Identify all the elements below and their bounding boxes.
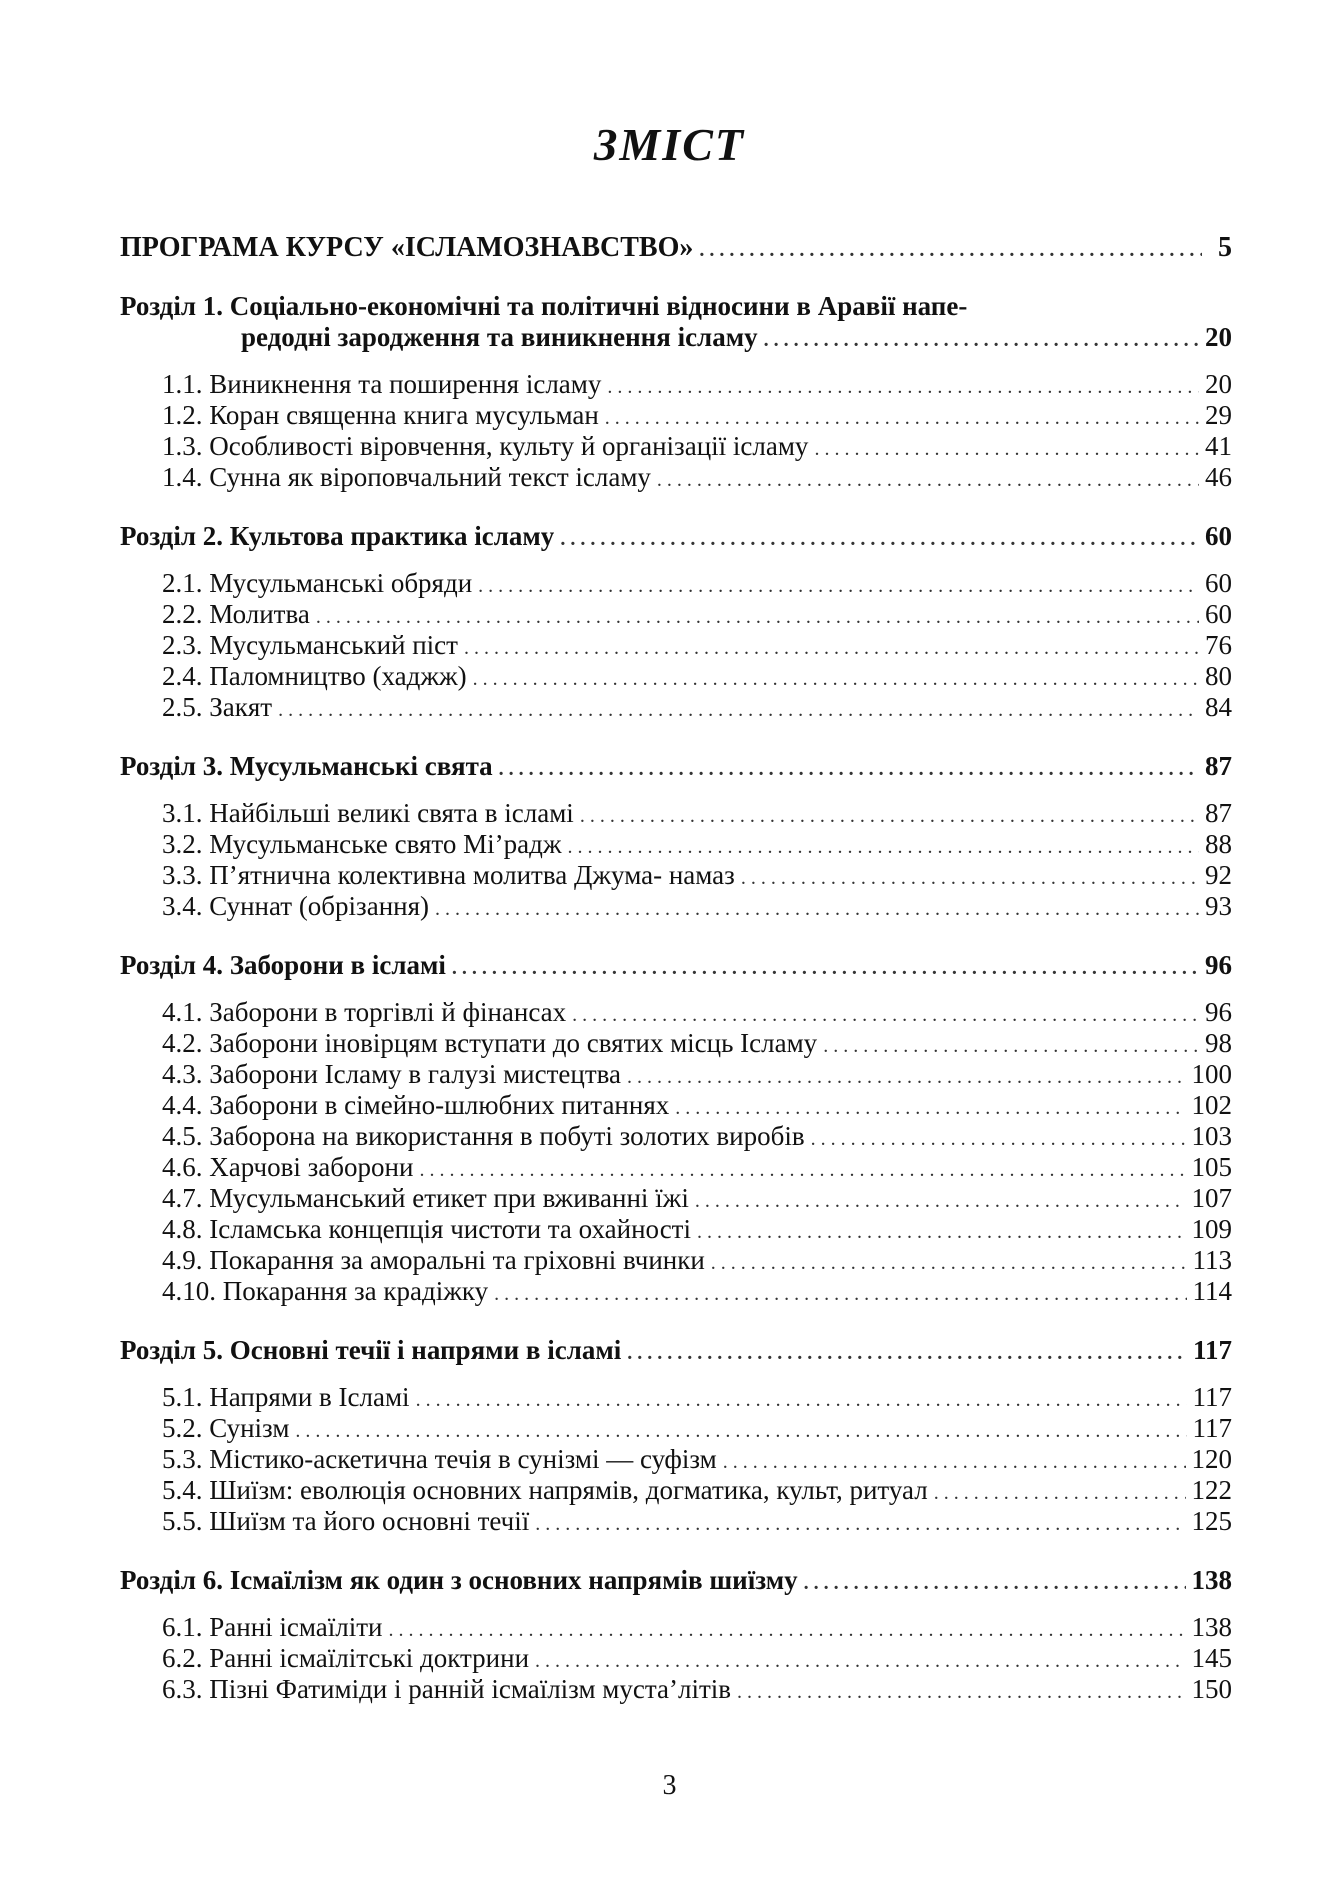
toc-chapter-1: [120, 291, 1232, 353]
toc-item-label: 6.1. Ранні ісмаїліти: [162, 1612, 383, 1642]
toc-page-number: 98: [1205, 1028, 1232, 1058]
toc-chapter-label: Розділ 6. Ісмаїлізм як один з основних напрямів шиїзму: [120, 1565, 798, 1595]
toc-item-label: 4.3. Заборони Ісламу в галузі мистецтва: [162, 1059, 622, 1089]
toc-page-number: 88: [1205, 829, 1232, 859]
dot-leader: [316, 602, 1199, 633]
dot-leader: [499, 754, 1199, 785]
toc-page-number: 5: [1218, 232, 1232, 263]
toc-page-number: 29: [1205, 400, 1232, 430]
toc-item[interactable]: [162, 829, 1232, 860]
toc-page-number: 92: [1205, 860, 1232, 890]
dot-leader: [699, 235, 1202, 266]
toc-entry-label: редодні зародження та виникнення ісламу: [241, 322, 758, 352]
toc-item[interactable]: [162, 1506, 1232, 1537]
toc-page-number: 100: [1191, 1059, 1232, 1089]
toc-item-label: 5.3. Містико-аскетична течія в сунізмі — суфізм: [162, 1444, 717, 1474]
toc-page-number: 96: [1205, 997, 1232, 1027]
toc-item[interactable]: [162, 891, 1232, 922]
toc-chapter-5[interactable]: [120, 1335, 1232, 1366]
toc-item[interactable]: [162, 1183, 1232, 1214]
toc-item[interactable]: [162, 1059, 1232, 1090]
toc-chapter-3[interactable]: [120, 751, 1232, 782]
toc-page-number: 76: [1205, 630, 1232, 660]
toc-item[interactable]: [162, 1413, 1232, 1444]
toc-entry-label: ПРОГРАМА КУРСУ «ІСЛАМОЗНАВСТВО»: [120, 232, 694, 263]
toc-item-label: 4.8. Ісламська концепція чистоти та охайності: [162, 1214, 691, 1244]
toc-item-label: 4.6. Харчові заборони: [162, 1152, 414, 1182]
toc-page-number: 117: [1192, 1413, 1232, 1443]
toc-page-number: 87: [1205, 798, 1232, 828]
table-of-contents: [120, 232, 1232, 1705]
toc-item-label: 4.2. Заборони іновірцям вступати до святих місць Ісламу: [162, 1028, 818, 1058]
dot-leader: [295, 1416, 1186, 1447]
toc-item-label: 3.2. Мусульманське свято Мі’радж: [162, 829, 562, 859]
toc-item[interactable]: [162, 1245, 1232, 1276]
toc-page-number: 105: [1191, 1152, 1232, 1182]
dot-leader: [568, 832, 1200, 863]
toc-page-number: 20: [1205, 322, 1232, 352]
toc-chapter-label: Розділ 3. Мусульманські свята: [120, 751, 493, 781]
toc-item-label: 4.9. Покарання за аморальні та гріховні вчинки: [162, 1245, 705, 1275]
toc-page-number: 107: [1191, 1183, 1232, 1213]
toc-page-number: 145: [1191, 1643, 1232, 1673]
toc-page-number: 41: [1205, 431, 1232, 461]
toc-item[interactable]: [162, 1674, 1232, 1705]
toc-item[interactable]: [162, 860, 1232, 891]
toc-page-number: 60: [1205, 599, 1232, 629]
toc-page-number: 60: [1205, 568, 1232, 598]
toc-page-number: 60: [1205, 521, 1232, 551]
toc-page-number: 87: [1205, 751, 1232, 781]
toc-page-number: 102: [1191, 1090, 1232, 1120]
toc-item[interactable]: [162, 400, 1232, 431]
toc-page-number: 125: [1191, 1506, 1232, 1536]
dot-leader: [764, 325, 1199, 356]
dot-leader: [804, 1568, 1186, 1599]
toc-item-label: 1.2. Коран священна книга мусульман: [162, 400, 599, 430]
dot-leader: [464, 633, 1199, 664]
toc-item-label: 6.2. Ранні ісмаїлітські доктрини: [162, 1643, 530, 1673]
toc-item-label: 1.4. Сунна як віроповчальний текст ісламу: [162, 462, 651, 492]
dot-leader: [675, 1093, 1185, 1124]
toc-page-number: 80: [1205, 661, 1232, 691]
toc-program-entry[interactable]: [120, 232, 1232, 263]
toc-item-label: 4.10. Покарання за крадіжку: [162, 1276, 489, 1306]
dot-leader: [494, 1279, 1186, 1310]
toc-item-label: 3.4. Суннат (обрізання): [162, 891, 430, 921]
dot-leader: [278, 695, 1199, 726]
toc-chapter-label: Розділ 4. Заборони в ісламі: [120, 950, 446, 980]
toc-item-label: 5.2. Сунізм: [162, 1413, 290, 1443]
dot-leader: [535, 1509, 1185, 1540]
dot-leader: [697, 1217, 1186, 1248]
toc-item-label: 2.4. Паломництво (хаджж): [162, 661, 467, 691]
toc-page-number: 84: [1205, 692, 1232, 722]
toc-page-number: 20: [1205, 369, 1232, 399]
toc-item[interactable]: [162, 1444, 1232, 1475]
toc-chapter-4[interactable]: [120, 950, 1232, 981]
dot-leader: [478, 571, 1199, 602]
dot-leader: [823, 1031, 1199, 1062]
toc-item[interactable]: [162, 661, 1232, 692]
toc-chapter-2[interactable]: [120, 521, 1232, 552]
toc-item[interactable]: [162, 1028, 1232, 1059]
toc-item[interactable]: [162, 431, 1232, 462]
dot-leader: [419, 1155, 1185, 1186]
toc-page-number: 96: [1205, 950, 1232, 980]
page-number: 3: [662, 1770, 677, 1801]
toc-item-label: 4.1. Заборони в торгівлі й фінансах: [162, 997, 567, 1027]
toc-item-label: 3.1. Найбільші великі свята в ісламі: [162, 798, 574, 828]
toc-page-number: 150: [1191, 1674, 1232, 1704]
page-title: ЗМІСТ: [594, 119, 745, 170]
toc-item-label: 4.5. Заборона на використання в побуті золотих виробів: [162, 1121, 805, 1151]
dot-leader: [811, 1124, 1186, 1155]
toc-item-label: 1.3. Особливості віровчення, культу й організації ісламу: [162, 431, 809, 461]
dot-leader: [435, 894, 1199, 925]
toc-item[interactable]: [162, 369, 1232, 400]
dot-leader: [723, 1447, 1186, 1478]
toc-item[interactable]: [162, 997, 1232, 1028]
toc-page-number: 122: [1191, 1475, 1232, 1505]
dot-leader: [627, 1338, 1187, 1369]
dot-leader: [711, 1248, 1187, 1279]
toc-chapter-entry[interactable]: [241, 322, 1232, 353]
toc-item[interactable]: [162, 798, 1232, 829]
toc-item[interactable]: [162, 1214, 1232, 1245]
dot-leader: [572, 1000, 1199, 1031]
toc-item[interactable]: [162, 599, 1232, 630]
toc-page-number: 117: [1192, 1382, 1232, 1412]
toc-page-number: 138: [1191, 1565, 1232, 1595]
toc-page-number: 138: [1191, 1612, 1232, 1642]
dot-leader: [627, 1062, 1185, 1093]
dot-leader: [535, 1646, 1185, 1677]
toc-page-number: 109: [1191, 1214, 1232, 1244]
toc-page-number: 117: [1192, 1335, 1232, 1365]
toc-item-label: 2.1. Мусульманські обряди: [162, 568, 473, 598]
toc-item-label: 3.3. П’ятнична колективна молитва Джума- намаз: [162, 860, 735, 890]
toc-item-label: 2.5. Закят: [162, 692, 273, 722]
dot-leader: [934, 1478, 1186, 1509]
toc-item-label: 5.1. Напрями в Ісламі: [162, 1382, 410, 1412]
toc-item[interactable]: [162, 1643, 1232, 1674]
toc-chapter-label: Розділ 2. Культова практика ісламу: [120, 521, 555, 551]
toc-page-number: 120: [1191, 1444, 1232, 1474]
toc-item-label: 4.7. Мусульманський етикет при вживанні їжі: [162, 1183, 689, 1213]
dot-leader: [389, 1615, 1186, 1646]
toc-page-number: 113: [1192, 1245, 1232, 1275]
toc-item[interactable]: [162, 1121, 1232, 1152]
dot-leader: [695, 1186, 1186, 1217]
toc-chapter-label: Розділ 5. Основні течії і напрями в ісламі: [120, 1335, 622, 1365]
dot-leader: [580, 801, 1199, 832]
toc-item-label: 5.5. Шиїзм та його основні течії: [162, 1506, 530, 1536]
dot-leader: [473, 664, 1199, 695]
toc-item[interactable]: [162, 1276, 1232, 1307]
toc-page-number: 114: [1192, 1276, 1232, 1306]
dot-leader: [737, 1677, 1185, 1708]
dot-leader: [452, 953, 1199, 984]
toc-item[interactable]: [162, 1612, 1232, 1643]
dot-leader: [657, 465, 1199, 496]
toc-item-label: 4.4. Заборони в сімейно-шлюбних питаннях: [162, 1090, 670, 1120]
toc-item[interactable]: [162, 462, 1232, 493]
toc-chapter-6[interactable]: [120, 1565, 1232, 1596]
toc-item-label: 2.3. Мусульманський піст: [162, 630, 458, 660]
dot-leader: [416, 1385, 1187, 1416]
toc-item[interactable]: [162, 1090, 1232, 1121]
dot-leader: [605, 403, 1199, 434]
toc-page-number: 93: [1205, 891, 1232, 921]
toc-item[interactable]: [162, 568, 1232, 599]
toc-page-number: 103: [1191, 1121, 1232, 1151]
toc-item[interactable]: [162, 1382, 1232, 1413]
toc-item-label: 2.2. Молитва: [162, 599, 310, 629]
dot-leader: [607, 372, 1199, 403]
toc-item[interactable]: [162, 1152, 1232, 1183]
toc-item-label: 1.1. Виникнення та поширення ісламу: [162, 369, 602, 399]
toc-page-number: 46: [1205, 462, 1232, 492]
toc-item[interactable]: [162, 1475, 1232, 1506]
dot-leader: [814, 434, 1199, 465]
toc-item[interactable]: [162, 692, 1232, 723]
toc-chapter-label-line1[interactable]: Розділ 1. Соціально-економічні та політичні відносини в Аравії напе-: [120, 291, 968, 321]
dot-leader: [741, 863, 1199, 894]
toc-item[interactable]: [162, 630, 1232, 661]
toc-item-label: 6.3. Пізні Фатиміди і ранній ісмаїлізм муста’літів: [162, 1674, 732, 1704]
toc-item-label: 5.4. Шиїзм: еволюція основних напрямів, догматика, культ, ритуал: [162, 1475, 928, 1505]
dot-leader: [560, 524, 1199, 555]
